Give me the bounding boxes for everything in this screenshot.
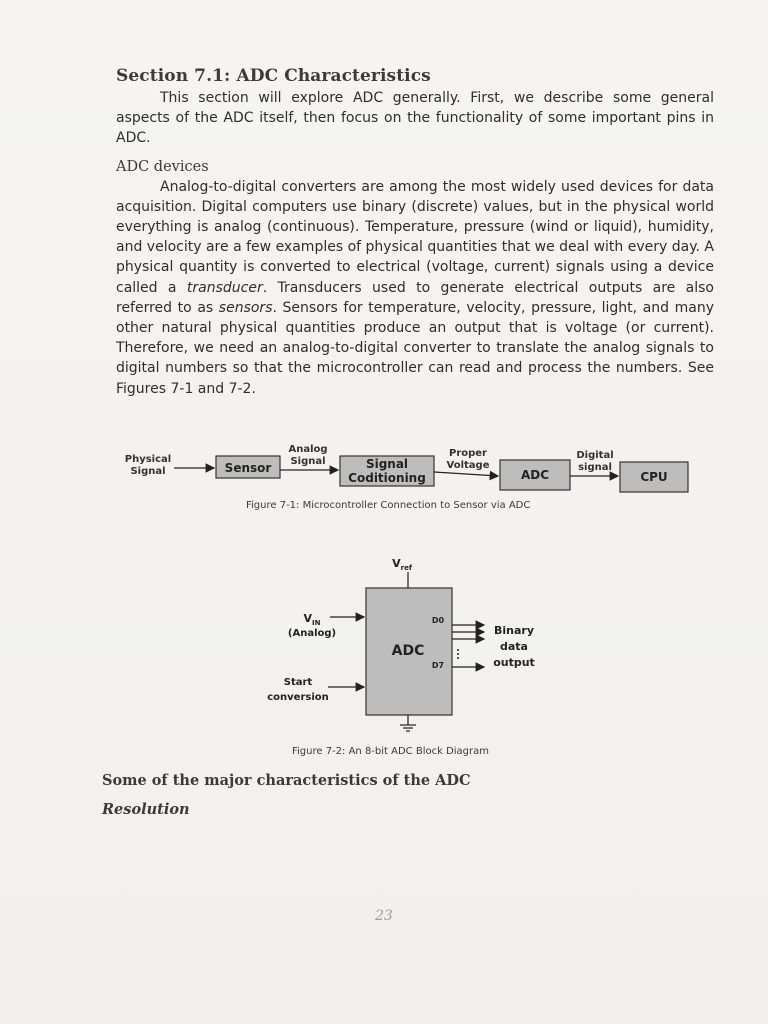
adc-devices-text-1: Analog-to-digital converters are among the most widely used devices for data acquisition. Digital computers use binary (discrete) values, but in the physical world everything is analog (continuous). Temperature, pressure (wind or liquid), humidity, and velocity are a few examples of physical quantities that we deal with every day. A physical quantity is converted to electrical (voltage, current) signals using a device called a bbox=[116, 178, 714, 296]
adc-devices-text-3: . Sensors for temperature, velocity, pressure, light, and many other natural physical quantities produce an output that is voltage (or current). Therefore, we need an analog-to-digital converter to translate the analog signals to digital numbers so that the microcontroller can read and process the numbers. See Figures 7-1 and 7-2. bbox=[116, 299, 715, 397]
term-transducer: transducer bbox=[186, 279, 263, 296]
figure-7-1-caption: Figure 7-1: Microcontroller Connection to Sensor via ADC bbox=[246, 500, 531, 511]
resolution-heading: Resolution bbox=[102, 801, 190, 818]
fig1-voltage-label: Voltage bbox=[446, 460, 490, 471]
fig2-vref-label: $V_{ref}$ bbox=[392, 557, 412, 572]
term-sensors: sensors bbox=[218, 299, 273, 316]
fig1-cpu-label: CPU bbox=[640, 470, 668, 484]
fig2-vin-label: $V_{IN}$ bbox=[303, 612, 321, 627]
section-title: Section 7.1: ADC Characteristics bbox=[116, 66, 431, 86]
fig1-digital-label: Digital bbox=[576, 450, 614, 461]
fig1-analog-label: Analog bbox=[288, 444, 328, 455]
adc-devices-heading: ADC devices bbox=[116, 158, 209, 175]
main-text bbox=[116, 66, 714, 399]
fig2-binary-label: Binary bbox=[493, 624, 535, 637]
fig1-signal-cond-label-2: Coditioning bbox=[348, 471, 426, 485]
major-characteristics-heading: Some of the major characteristics of the ADC bbox=[102, 772, 471, 789]
fig1-proper-label: Proper bbox=[448, 448, 488, 459]
fig2-output-label: output bbox=[493, 656, 535, 669]
fig2-data-label: data bbox=[500, 640, 528, 653]
fig1-analog-signal-label: Signal bbox=[290, 456, 326, 467]
fig2-conversion-label: conversion bbox=[267, 692, 329, 703]
adc-devices-text-2: . Transducers used to generate electrical outputs are also referred to as bbox=[116, 279, 714, 316]
page-number: 23 bbox=[375, 908, 393, 924]
fig2-adc-label: ADC bbox=[391, 643, 425, 659]
figure-7-2-caption: Figure 7-2: An 8-bit ADC Block Diagram bbox=[292, 746, 490, 757]
section-intro bbox=[116, 88, 714, 149]
fig2-d7-label: D7 bbox=[431, 661, 445, 670]
figure-7-2-diagram bbox=[240, 555, 560, 765]
adc-devices-paragraph bbox=[116, 177, 714, 399]
fig2-d0-label: D0 bbox=[431, 616, 445, 625]
fig2-start-label: Start bbox=[283, 677, 313, 688]
fig1-arrow-proper bbox=[434, 472, 498, 476]
section-intro-text: This section will explore ADC generally. First, we describe some general aspects of the ADC itself, then focus on the functionality of some important pins in ADC. bbox=[116, 90, 714, 147]
fig1-signal-cond-label-1: Signal bbox=[365, 457, 409, 471]
fig1-physical-label: Physical bbox=[124, 454, 172, 465]
fig2-vin-analog-label: (Analog) bbox=[287, 628, 337, 639]
fig1-adc-label: ADC bbox=[520, 468, 550, 482]
fig1-sensor-label: Sensor bbox=[224, 461, 272, 475]
fig1-signal-label: Signal bbox=[130, 466, 166, 477]
fig1-digital-signal-label: signal bbox=[578, 462, 612, 473]
